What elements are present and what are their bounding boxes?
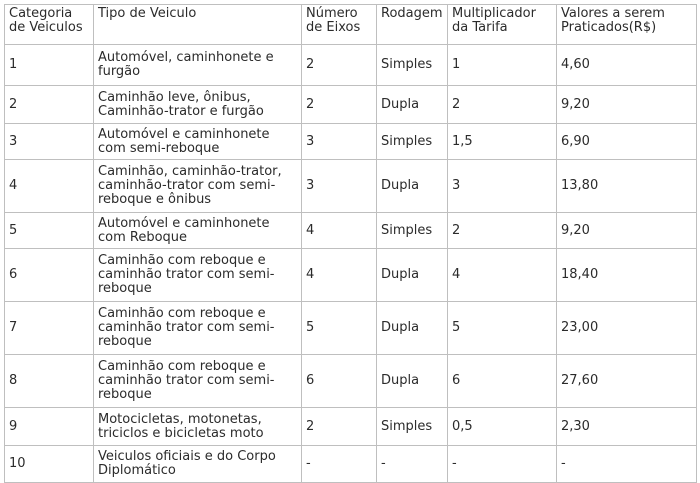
cell-categoria: 2 [5, 86, 94, 124]
cell-eixos: 5 [302, 302, 377, 355]
cell-rodagem: Dupla [377, 302, 448, 355]
cell-valor: 2,30 [557, 408, 697, 446]
cell-eixos: 4 [302, 213, 377, 249]
cell-tipo: Caminhão com reboque e caminhão trator com semi-reboque [94, 249, 302, 302]
table-row [5, 86, 697, 124]
cell-valor: 18,40 [557, 249, 697, 302]
header-eixos: Número de Eixos [302, 5, 377, 45]
cell-rodagem: Simples [377, 124, 448, 160]
cell-multiplicador: 2 [448, 213, 557, 249]
cell-categoria: 6 [5, 249, 94, 302]
cell-valor: - [557, 446, 697, 483]
cell-categoria: 10 [5, 446, 94, 483]
cell-multiplicador: - [448, 446, 557, 483]
table-row [5, 124, 697, 160]
cell-valor: 13,80 [557, 160, 697, 213]
cell-multiplicador: 3 [448, 160, 557, 213]
cell-tipo: Automóvel, caminhonete e furgão [94, 45, 302, 86]
cell-valor: 9,20 [557, 213, 697, 249]
table-row [5, 45, 697, 86]
cell-categoria: 4 [5, 160, 94, 213]
cell-multiplicador: 1 [448, 45, 557, 86]
cell-tipo: Caminhão com reboque e caminhão trator com semi-reboque [94, 355, 302, 408]
cell-eixos: 6 [302, 355, 377, 408]
cell-tipo: Veiculos oficiais e do Corpo Diplomático [94, 446, 302, 483]
cell-multiplicador: 2 [448, 86, 557, 124]
cell-eixos: 3 [302, 160, 377, 213]
header-tipo: Tipo de Veiculo [94, 5, 302, 45]
table-row [5, 446, 697, 483]
toll-rates-table [4, 4, 697, 483]
cell-valor: 4,60 [557, 45, 697, 86]
table-row [5, 213, 697, 249]
table-row [5, 160, 697, 213]
cell-valor: 9,20 [557, 86, 697, 124]
header-categoria: Categoria de Veiculos [5, 5, 94, 45]
cell-tipo: Automóvel e caminhonete com semi-reboque [94, 124, 302, 160]
cell-categoria: 5 [5, 213, 94, 249]
header-valores: Valores a serem Praticados(R$) [557, 5, 697, 45]
table-row [5, 408, 697, 446]
cell-categoria: 1 [5, 45, 94, 86]
table-row [5, 249, 697, 302]
cell-valor: 6,90 [557, 124, 697, 160]
cell-rodagem: Dupla [377, 355, 448, 408]
cell-rodagem: Simples [377, 45, 448, 86]
cell-tipo: Caminhão, caminhão-trator, caminhão-trator com semi-reboque e ônibus [94, 160, 302, 213]
cell-rodagem: Dupla [377, 160, 448, 213]
cell-categoria: 3 [5, 124, 94, 160]
toll-rates-table-container [4, 4, 696, 478]
cell-multiplicador: 4 [448, 249, 557, 302]
table-row [5, 355, 697, 408]
cell-tipo: Caminhão com reboque e caminhão trator com semi-reboque [94, 302, 302, 355]
cell-rodagem: - [377, 446, 448, 483]
table-row [5, 302, 697, 355]
cell-rodagem: Dupla [377, 249, 448, 302]
cell-eixos: 4 [302, 249, 377, 302]
cell-rodagem: Simples [377, 408, 448, 446]
table-header-row [5, 5, 697, 45]
cell-multiplicador: 6 [448, 355, 557, 408]
cell-categoria: 8 [5, 355, 94, 408]
cell-eixos: 3 [302, 124, 377, 160]
cell-tipo: Caminhão leve, ônibus, Caminhão-trator e furgão [94, 86, 302, 124]
cell-multiplicador: 0,5 [448, 408, 557, 446]
cell-multiplicador: 1,5 [448, 124, 557, 160]
cell-valor: 27,60 [557, 355, 697, 408]
header-multiplicador: Multiplicador da Tarifa [448, 5, 557, 45]
cell-eixos: 2 [302, 86, 377, 124]
cell-multiplicador: 5 [448, 302, 557, 355]
cell-tipo: Motocicletas, motonetas, triciclos e bicicletas moto [94, 408, 302, 446]
cell-categoria: 9 [5, 408, 94, 446]
cell-eixos: 2 [302, 45, 377, 86]
cell-rodagem: Dupla [377, 86, 448, 124]
header-rodagem: Rodagem [377, 5, 448, 45]
cell-categoria: 7 [5, 302, 94, 355]
cell-eixos: 2 [302, 408, 377, 446]
cell-rodagem: Simples [377, 213, 448, 249]
cell-valor: 23,00 [557, 302, 697, 355]
cell-eixos: - [302, 446, 377, 483]
cell-tipo: Automóvel e caminhonete com Reboque [94, 213, 302, 249]
